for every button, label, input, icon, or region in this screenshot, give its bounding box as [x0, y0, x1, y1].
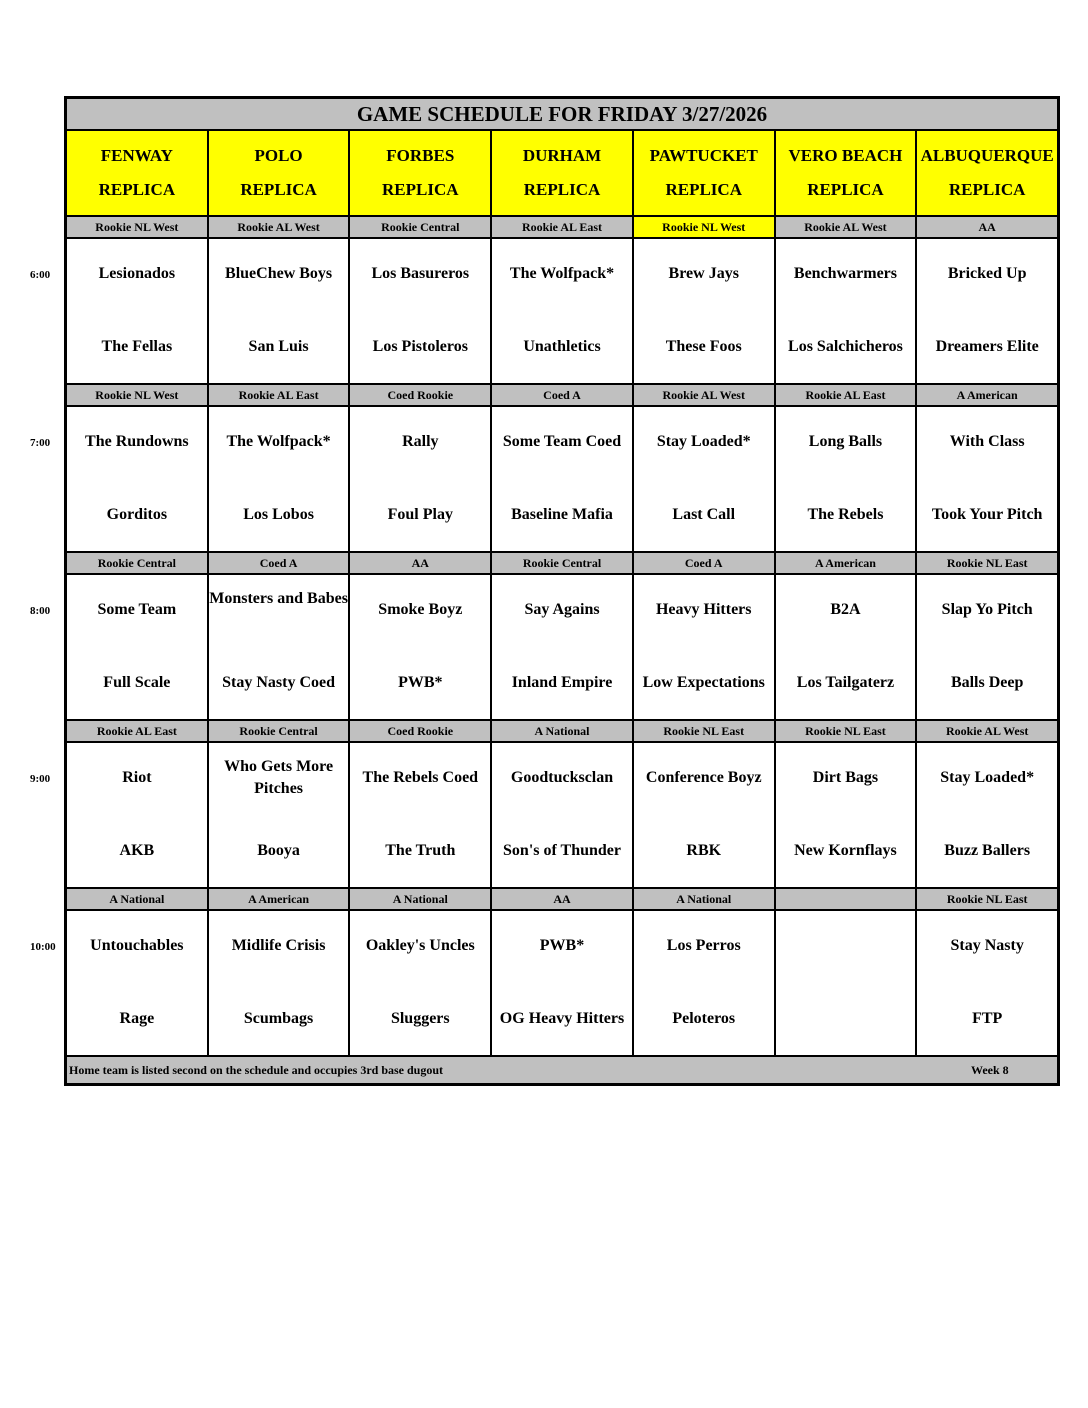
- field-name: ALBUQUERQUE: [920, 146, 1054, 165]
- field-header: [350, 131, 492, 215]
- home-team: The Fellas: [101, 338, 173, 355]
- field-name: FORBES: [386, 146, 455, 165]
- field-name: POLO: [254, 146, 303, 165]
- game-cell: [67, 743, 209, 887]
- home-team: Peloteros: [672, 1010, 736, 1027]
- away-team: Stay Loaded*: [656, 433, 751, 450]
- home-team: These Foos: [665, 338, 742, 355]
- field-header: [209, 131, 351, 215]
- division-label: AA: [978, 219, 996, 234]
- division-label: Rookie AL East: [492, 217, 634, 237]
- home-team: Los Tailgaterz: [796, 674, 895, 691]
- game-cell: [917, 911, 1057, 1055]
- game-cell: [67, 575, 209, 719]
- game-cell: [917, 743, 1057, 887]
- home-team: Dreamers Elite: [935, 338, 1039, 355]
- game-cell: [209, 743, 351, 887]
- division-label: Rookie AL West: [634, 385, 776, 405]
- home-team: RBK: [686, 842, 722, 859]
- time-label: 7:00: [30, 437, 51, 449]
- game-cell: [776, 911, 918, 1055]
- game-cell: [776, 743, 918, 887]
- away-team: Some Team Coed: [502, 433, 622, 450]
- home-team: Los Salchicheros: [788, 338, 903, 355]
- schedule-table: [64, 96, 1060, 1086]
- away-team: The Wolfpack*: [509, 265, 615, 282]
- division-row: [67, 385, 1057, 407]
- time-label: 6:00: [30, 269, 51, 281]
- time-label: 10:00: [30, 941, 56, 953]
- division-label: AA: [350, 553, 492, 573]
- away-team: Monsters and Babes: [209, 590, 348, 607]
- game-cell: [634, 407, 776, 551]
- away-team: Midlife Crisis: [231, 937, 326, 954]
- home-team: Baseline Mafia: [511, 506, 613, 523]
- home-team: The Rebels: [807, 506, 884, 523]
- division-label: Coed A: [209, 553, 351, 573]
- time-slot-block: [67, 721, 1057, 889]
- division-label: Coed A: [634, 553, 776, 573]
- field-header-row: [67, 131, 1057, 217]
- home-team: Last Call: [672, 506, 736, 523]
- division-label: Rookie Central: [67, 553, 209, 573]
- games-row: [67, 407, 1057, 553]
- home-team: AKB: [119, 842, 155, 859]
- division-label: Rookie Central: [492, 553, 634, 573]
- division-label: A National: [634, 889, 776, 909]
- division-row: [67, 889, 1057, 911]
- division-label: Rookie AL West: [776, 217, 918, 237]
- away-team: Oakley's Uncles: [365, 937, 475, 954]
- division-label: A American: [209, 889, 351, 909]
- away-team: Slap Yo Pitch: [941, 601, 1033, 618]
- field-name: VERO BEACH: [788, 146, 903, 165]
- away-team: Heavy Hitters: [655, 601, 752, 618]
- away-team: Benchwarmers: [793, 265, 897, 282]
- game-cell: [492, 575, 634, 719]
- game-cell: [350, 407, 492, 551]
- home-team: Stay Nasty Coed: [222, 674, 336, 691]
- game-cell: [350, 575, 492, 719]
- field-header: [634, 131, 776, 215]
- home-team: Scumbags: [243, 1010, 314, 1027]
- division-label: A National: [350, 889, 492, 909]
- division-label: Rookie AL East: [67, 721, 209, 741]
- game-cell: [67, 407, 209, 551]
- division-label: Rookie Central: [350, 217, 492, 237]
- away-team: Los Perros: [666, 937, 741, 954]
- games-row: [67, 239, 1057, 385]
- game-cell: [634, 239, 776, 383]
- home-team: Son's of Thunder: [503, 842, 621, 859]
- division-label: Rookie AL East: [209, 385, 351, 405]
- home-team: OG Heavy Hitters: [499, 1010, 625, 1027]
- home-team: Gorditos: [106, 506, 168, 523]
- footer-row: [67, 1057, 1057, 1083]
- away-team: BlueChew Boys: [225, 265, 333, 282]
- away-team: Goodtucksclan: [510, 769, 614, 786]
- away-team: PWB*: [539, 937, 585, 954]
- away-team: Untouchables: [90, 937, 184, 954]
- home-team: FTP: [972, 1010, 1003, 1027]
- division-label: Coed Rookie: [350, 721, 492, 741]
- away-team: Stay Loaded*: [940, 769, 1035, 786]
- games-row: [67, 575, 1057, 721]
- home-team: Booya: [257, 842, 300, 859]
- game-cell: [209, 407, 351, 551]
- away-team: Conference Boyz: [645, 769, 762, 786]
- division-label: Rookie NL East: [634, 721, 776, 741]
- game-cell: [67, 239, 209, 383]
- away-team: Long Balls: [808, 433, 883, 450]
- time-slot-block: [67, 385, 1057, 553]
- division-label: A American: [776, 553, 918, 573]
- game-cell: [492, 743, 634, 887]
- away-team: The Rundowns: [85, 433, 189, 450]
- week-label: Week 8: [971, 1062, 1009, 1077]
- division-label: Rookie NL East: [946, 555, 1028, 570]
- field-subtitle: REPLICA: [807, 180, 884, 199]
- field-name: PAWTUCKET: [649, 146, 758, 165]
- game-cell: [492, 911, 634, 1055]
- division-row: [67, 721, 1057, 743]
- time-slot-blocks: [67, 217, 1057, 1057]
- division-row: [67, 217, 1057, 239]
- away-team: The Rebels Coed: [362, 769, 479, 786]
- home-team: Los Pistoleros: [372, 338, 468, 355]
- home-team: The Truth: [385, 842, 456, 859]
- home-team: San Luis: [248, 338, 309, 355]
- field-header: [67, 131, 209, 215]
- division-label: Rookie NL West: [67, 217, 209, 237]
- home-team: Unathletics: [523, 338, 601, 355]
- time-slot-block: [67, 889, 1057, 1057]
- game-cell: [776, 239, 918, 383]
- game-cell: [492, 407, 634, 551]
- game-cell: [350, 911, 492, 1055]
- time-slot-block: [67, 553, 1057, 721]
- away-team: Stay Nasty: [950, 937, 1024, 954]
- time-slot-block: [67, 217, 1057, 385]
- away-team: Dirt Bags: [812, 769, 879, 786]
- division-label: Rookie AL West: [209, 217, 351, 237]
- field-subtitle: REPLICA: [665, 180, 742, 199]
- game-cell: [634, 911, 776, 1055]
- field-header: [917, 131, 1057, 215]
- division-label: A American: [956, 387, 1018, 402]
- game-cell: [67, 911, 209, 1055]
- division-label: AA: [492, 889, 634, 909]
- game-cell: [209, 911, 351, 1055]
- field-subtitle: REPLICA: [382, 180, 459, 199]
- game-cell: [492, 239, 634, 383]
- home-team: Foul Play: [387, 506, 453, 523]
- game-cell: [776, 407, 918, 551]
- home-team: Sluggers: [390, 1010, 450, 1027]
- away-team: Smoke Boyz: [378, 601, 463, 618]
- games-row: [67, 743, 1057, 889]
- away-team: Lesionados: [98, 265, 176, 282]
- field-subtitle: REPLICA: [98, 180, 176, 199]
- game-cell: [350, 239, 492, 383]
- game-cell: [209, 239, 351, 383]
- away-team: Rally: [402, 433, 439, 450]
- division-label: Coed A: [492, 385, 634, 405]
- division-label: Rookie AL West: [945, 723, 1029, 738]
- game-cell: [634, 743, 776, 887]
- division-label: Coed Rookie: [350, 385, 492, 405]
- home-team: Low Expectations: [642, 674, 765, 691]
- home-team: Buzz Ballers: [944, 842, 1031, 859]
- home-team: Los Lobos: [243, 506, 314, 523]
- home-team: Rage: [119, 1010, 155, 1027]
- field-name: FENWAY: [100, 146, 173, 165]
- division-row: [67, 553, 1057, 575]
- game-cell: [917, 407, 1057, 551]
- away-team: With Class: [949, 433, 1025, 450]
- home-team: Inland Empire: [511, 674, 613, 691]
- away-team: Some Team: [97, 601, 177, 618]
- game-cell: [209, 575, 351, 719]
- field-name: DURHAM: [522, 146, 602, 165]
- division-label: Rookie NL West: [67, 385, 209, 405]
- away-team: Say Agains: [524, 601, 600, 618]
- away-team: B2A: [830, 601, 861, 618]
- division-label: Rookie Central: [209, 721, 351, 741]
- field-subtitle: REPLICA: [240, 180, 317, 199]
- home-team: Full Scale: [103, 674, 171, 691]
- away-team: Riot: [122, 769, 152, 786]
- game-cell: [776, 575, 918, 719]
- division-label: Rookie AL East: [776, 385, 918, 405]
- footer-note: Home team is listed second on the schedule and occupies 3rd base dugout: [69, 1062, 444, 1077]
- away-team: Bricked Up: [947, 265, 1027, 282]
- division-label: Rookie NL East: [776, 721, 918, 741]
- away-team: The Wolfpack*: [226, 433, 331, 450]
- time-label: 8:00: [30, 605, 51, 617]
- home-team: Balls Deep: [950, 674, 1024, 691]
- game-cell: [917, 239, 1057, 383]
- game-cell: [634, 575, 776, 719]
- home-team: New Kornflays: [794, 842, 897, 859]
- field-header: [492, 131, 634, 215]
- game-cell: [350, 743, 492, 887]
- field-subtitle: REPLICA: [523, 180, 601, 199]
- home-team: Took Your Pitch: [931, 506, 1043, 523]
- division-label: [776, 889, 918, 909]
- away-team: Who Gets More Pitches: [224, 758, 334, 797]
- division-label: Rookie NL West: [634, 217, 776, 237]
- games-row: [67, 911, 1057, 1057]
- home-team: PWB*: [398, 674, 443, 691]
- division-label: A National: [67, 889, 209, 909]
- away-team: Brew Jays: [668, 265, 739, 282]
- field-subtitle: REPLICA: [948, 180, 1026, 199]
- away-team: Los Basureros: [371, 265, 470, 282]
- game-cell: [917, 575, 1057, 719]
- division-label: Rookie NL East: [946, 891, 1028, 906]
- field-header: [776, 131, 918, 215]
- schedule-title: GAME SCHEDULE FOR FRIDAY 3/27/2026: [67, 99, 1057, 131]
- time-label: 9:00: [30, 773, 51, 785]
- division-label: A National: [492, 721, 634, 741]
